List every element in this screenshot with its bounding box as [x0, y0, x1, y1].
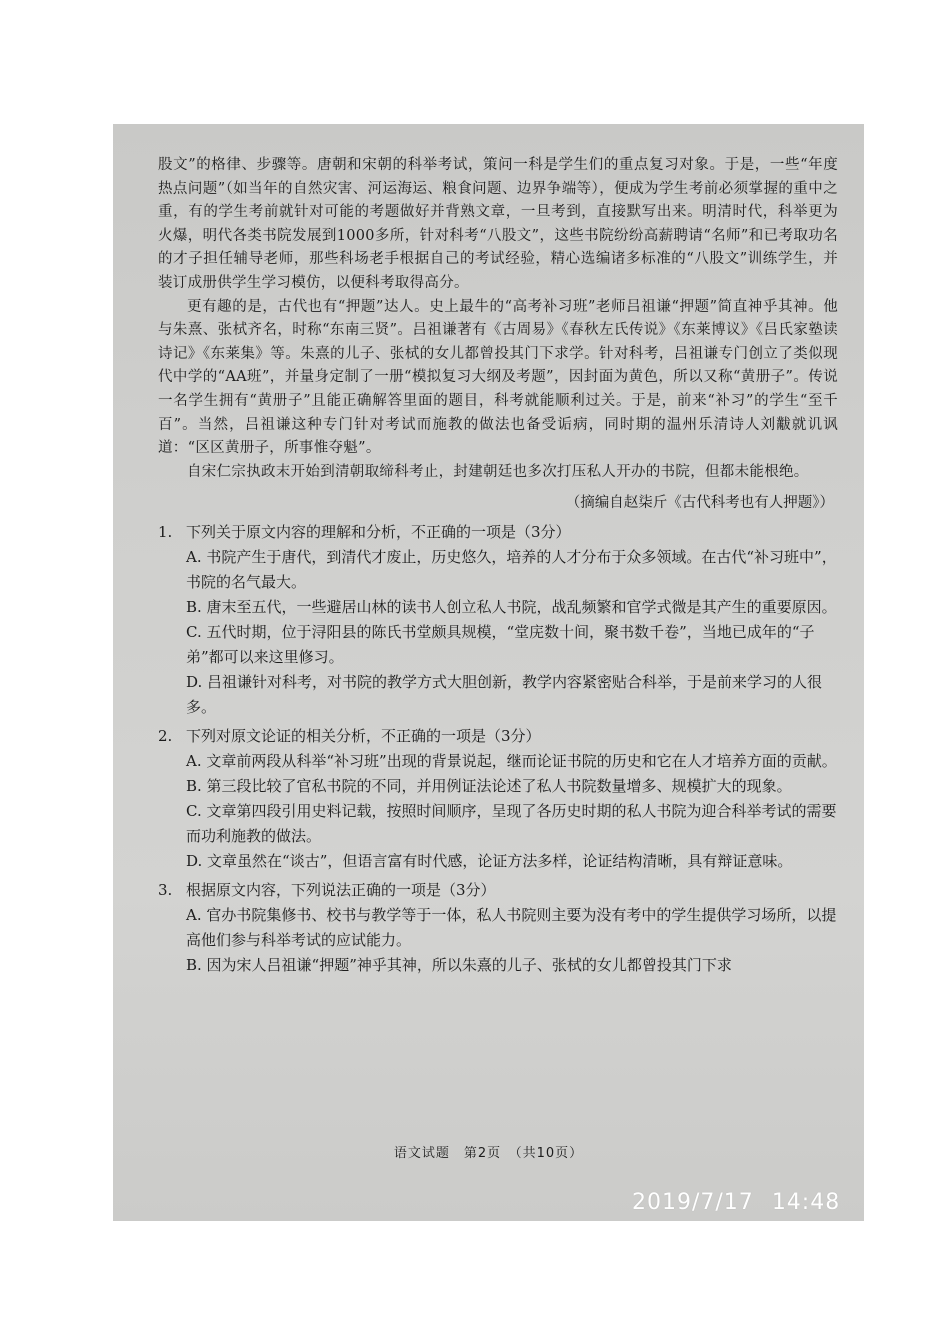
option-a: A. 书院产生于唐代，到清代才废止，历史悠久，培养的人才分布于众多领域。在古代“补习班中”，书院的名气最大。 [186, 547, 837, 591]
question-number: 2. [158, 726, 173, 745]
option-b: B. 因为宋人吕祖谦“押题”神乎其神，所以朱熹的儿子、张栻的女儿都曾投其门下求 [186, 955, 732, 974]
question-number: 3. [158, 880, 173, 899]
option-d: D. 文章虽然在“谈古”，但语言富有时代感，论证方法多样，论证结构清晰，具有辩证意味。 [186, 851, 793, 870]
option-c: C. 文章第四段引用史料记载，按照时间顺序，呈现了各历史时期的私人书院为迎合科举考试的需要而功利施教的做法。 [186, 801, 837, 845]
page-footer: 语文试题 第2页 （共10页） [393, 1146, 584, 1161]
option-d: D. 吕祖谦针对科考，对书院的教学方式大胆创新，教学内容紧密贴合科举，于是前来学习的人很多。 [186, 672, 823, 716]
passage-paragraph: 股文”的格律、步骤等。唐朝和宋朝的科举考试，策问一科是学生们的重点复习对象。于是，一些“年度热点问题”（如当年的自然灾害、河运海运、粮食问题、边界争端等），便成为学生考前必须掌握的重中之重，有的学生考前就针对可能的考题做好并背熟文章，一旦考到，直接默写出来。明清时代，科举更为火爆，明代各类书院发展到1000多所，针对科考“八股文”，这些书院纷纷高薪聘请“名师”和已考取功名的才子担任辅导老师，那些科场老手根据自己的考试经验，精心选编诸多标准的“八股文”训练学生，并装订成册供学生学习模仿，以便科考取得高分。 [158, 157, 838, 291]
question-stem [158, 520, 838, 545]
passage-paragraph: 更有趣的是，古代也有“押题”达人。史上最牛的“高考补习班”老师吕祖谦“押题”简直神乎其神。他与朱熹、张栻齐名，时称“东南三贤”。吕祖谦著有《古周易》《春秋左氏传说》《东莱博议》《吕氏家塾读诗记》《东莱集》等。朱熹的儿子、张栻的女儿都曾投其门下求学。针对科考，吕祖谦专门创立了类似现代中学的“AA班”，并量身定制了一册“模拟复习大纲及考题”，因封面为黄色，所以又称“黄册子”。传说一名学生拥有“黄册子”且能正确解答里面的题目，科考就能顺利过关。于是，前来“补习”的学生“至千百”。当然，吕祖谦这种专门针对考试而施教的做法也备受诟病，同时期的温州乐清诗人刘黻就讥讽道：“区区黄册子，所事惟夺魁”。 [158, 298, 838, 457]
exam-sheet [158, 154, 838, 978]
photo-timestamp [632, 1190, 840, 1215]
option-b: B. 第三段比较了官私书院的不同，并用例证法论述了私人书院数量增多、规模扩大的现象。 [186, 776, 792, 795]
question-stem [158, 878, 838, 903]
passage-source: （摘编自赵柒斤《古代科考也有人押题》） [565, 495, 834, 512]
option-c: C. 五代时期，位于浔阳县的陈氏书堂颇具规模，“堂庑数十间，聚书数千卷”，当地已成年的“子弟”都可以来这里修习。 [186, 622, 815, 666]
question-2 [158, 724, 838, 874]
question-number: 1. [158, 522, 173, 541]
question-text: 根据原文内容，下列说法正确的一项是（3分） [186, 880, 496, 899]
question-3 [158, 878, 838, 978]
question-1 [158, 520, 838, 720]
timestamp-date: 2019/7/17 [632, 1190, 754, 1215]
question-text: 下列对原文论证的相关分析，不正确的一项是（3分） [186, 726, 541, 745]
question-text: 下列关于原文内容的理解和分析，不正确的一项是（3分） [186, 522, 571, 541]
exam-photo [113, 124, 864, 1221]
option-a: A. 文章前两段从科举“补习班”出现的背景说起，继而论证书院的历史和它在人才培养方面的贡献。 [186, 751, 837, 770]
passage-paragraph: 自宋仁宗执政末开始到清朝取缔科考止，封建朝廷也多次打压私人开办的书院，但都未能根绝。 [187, 463, 809, 480]
timestamp-time: 14:48 [771, 1190, 841, 1215]
question-stem [158, 724, 838, 749]
option-b: B. 唐末至五代，一些避居山林的读书人创立私人书院，战乱频繁和官学式微是其产生的重要原因。 [186, 597, 837, 616]
option-a: A. 官办书院集修书、校书与教学等于一体，私人书院则主要为没有考中的学生提供学习场所，以提高他们参与科举考试的应试能力。 [186, 905, 837, 949]
